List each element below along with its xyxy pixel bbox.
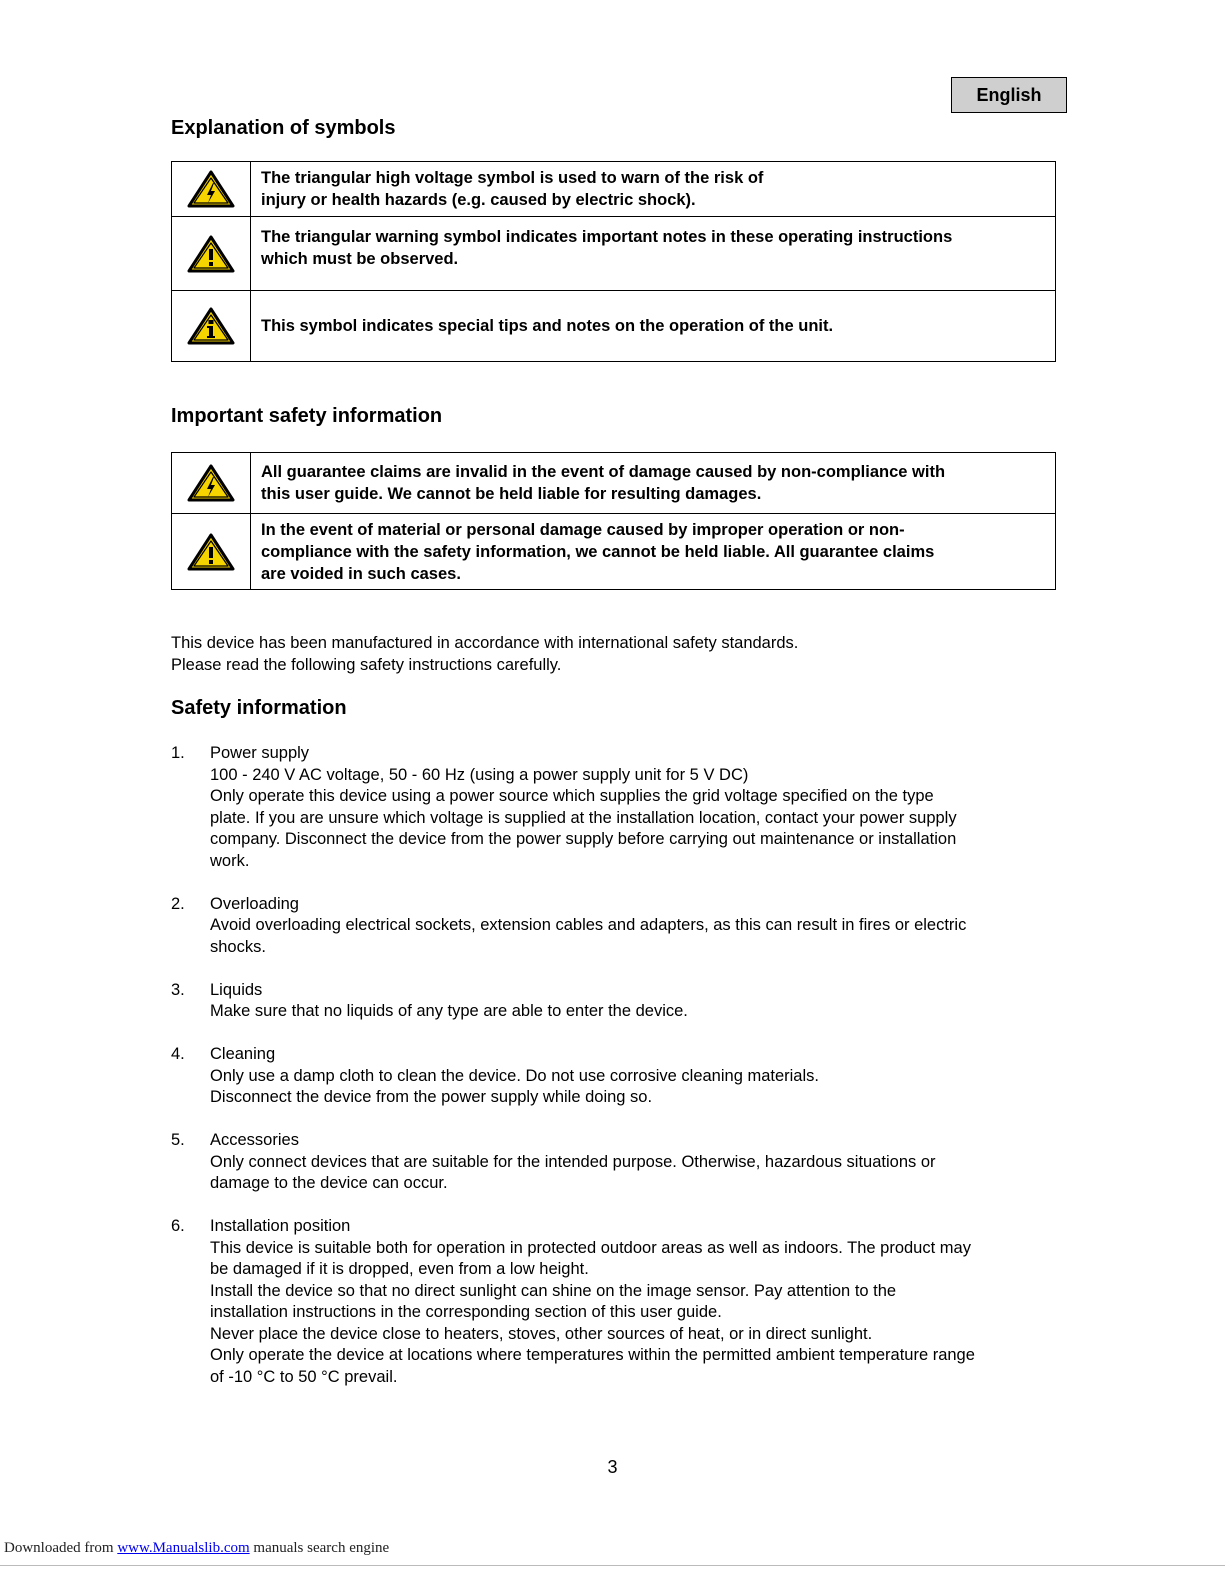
warning-exclamation-icon bbox=[186, 234, 236, 274]
list-item-heading: Cleaning bbox=[210, 1045, 276, 1063]
list-item-heading: Overloading bbox=[210, 894, 299, 913]
symbol-row bbox=[172, 217, 1056, 291]
warning-exclamation-icon bbox=[186, 532, 236, 572]
list-item-heading: Accessories bbox=[210, 1131, 299, 1149]
list-item-line: Only operate this device using a power source which supplies the grid voltage specified on the type bbox=[210, 787, 934, 805]
list-item-line: damage to the device can occur. bbox=[210, 1174, 448, 1192]
symbol-description bbox=[251, 217, 1056, 291]
list-item-heading: Liquids bbox=[210, 980, 263, 999]
safety-row bbox=[172, 453, 1056, 514]
safety-list-item bbox=[171, 980, 1086, 1023]
list-item-heading: Power supply bbox=[210, 744, 310, 762]
list-item-body bbox=[210, 1216, 1086, 1388]
list-item-line: Only use a damp cloth to clean the device. Do not use corrosive cleaning materials. bbox=[210, 1066, 819, 1085]
manualslib-link[interactable]: www.Manualslib.com bbox=[117, 1540, 250, 1556]
list-item-line: Only connect devices that are suitable for the intended purpose. Otherwise, hazardous situations or bbox=[210, 1152, 936, 1171]
safety-description bbox=[251, 514, 1056, 590]
important-safety-heading: Important safety information bbox=[171, 405, 443, 427]
list-item-body bbox=[210, 743, 1086, 872]
symbols-heading: Explanation of symbols bbox=[171, 117, 396, 139]
intro-paragraph bbox=[171, 632, 798, 676]
symbol-description bbox=[251, 291, 1056, 362]
list-item-heading: Installation position bbox=[210, 1217, 351, 1235]
list-item-line: Avoid overloading electrical sockets, extension cables and adapters, as this can result in fires or electric bbox=[210, 916, 967, 934]
text-line: this user guide. We cannot be held liable for resulting damages. bbox=[261, 485, 762, 503]
list-item-line: Make sure that no liquids of any type are able to enter the device. bbox=[210, 1002, 688, 1020]
list-item-line: Install the device so that no direct sunlight can shine on the image sensor. Pay attention to the bbox=[210, 1281, 897, 1300]
list-item-body bbox=[210, 894, 1086, 959]
safety-description bbox=[251, 453, 1056, 514]
safety-list bbox=[171, 743, 1086, 1410]
symbol-icon-cell bbox=[172, 453, 251, 514]
safety-list-item bbox=[171, 1130, 1086, 1195]
safety-list-item bbox=[171, 894, 1086, 959]
list-item-line: shocks. bbox=[210, 937, 266, 956]
list-item-body bbox=[210, 980, 1086, 1023]
safety-list-item bbox=[171, 1216, 1086, 1388]
important-safety-table bbox=[171, 452, 1056, 590]
download-footer bbox=[4, 1540, 389, 1557]
text-line: Please read the following safety instructions carefully. bbox=[171, 656, 562, 674]
page-number: 3 bbox=[607, 1457, 618, 1477]
text-line: The triangular high voltage symbol is used to warn of the risk of bbox=[261, 169, 764, 187]
list-item-line: plate. If you are unsure which voltage is supplied at the installation location, contact your power supply bbox=[210, 808, 957, 827]
text-line: This device has been manufactured in accordance with international safety standards. bbox=[171, 634, 799, 652]
symbol-row bbox=[172, 291, 1056, 362]
text-line: are voided in such cases. bbox=[261, 564, 461, 583]
list-item-number: 2. bbox=[171, 894, 185, 913]
text-line: In the event of material or personal damage caused by improper operation or non- bbox=[261, 520, 905, 539]
text-line: injury or health hazards (e.g. caused by electric shock). bbox=[261, 191, 696, 209]
high-voltage-warning-icon bbox=[186, 463, 236, 503]
text-line: which must be observed. bbox=[261, 249, 459, 268]
list-item-body bbox=[210, 1130, 1086, 1195]
text-line: This symbol indicates special tips and notes on the operation of the unit. bbox=[261, 317, 834, 335]
list-item-line: Never place the device close to heaters, stoves, other sources of heat, or in direct sunlight. bbox=[210, 1324, 873, 1343]
symbols-table bbox=[171, 161, 1056, 362]
text-line: compliance with the safety information, we cannot be held liable. All guarantee claims bbox=[261, 542, 935, 561]
safety-row bbox=[172, 514, 1056, 590]
symbol-row bbox=[172, 162, 1056, 217]
footer-prefix: Downloaded from bbox=[4, 1540, 118, 1556]
symbol-icon-cell bbox=[172, 514, 251, 590]
list-item-number: 6. bbox=[171, 1217, 185, 1235]
list-item-line: work. bbox=[210, 851, 250, 870]
list-item-line: Only operate the device at locations where temperatures within the permitted ambient temperature range bbox=[210, 1346, 975, 1364]
list-item-number: 4. bbox=[171, 1045, 185, 1063]
list-item-line: This device is suitable both for operation in protected outdoor areas as well as indoors. The product may bbox=[210, 1238, 971, 1257]
list-item-line: company. Disconnect the device from the power supply before carrying out maintenance or installation bbox=[210, 830, 957, 848]
symbol-icon-cell bbox=[172, 162, 251, 217]
bottom-divider bbox=[0, 1565, 1225, 1566]
symbol-icon-cell bbox=[172, 217, 251, 291]
list-item-number: 1. bbox=[171, 744, 185, 762]
safety-information-heading: Safety information bbox=[171, 697, 347, 719]
symbol-description bbox=[251, 162, 1056, 217]
footer-suffix: manuals search engine bbox=[249, 1540, 390, 1556]
high-voltage-warning-icon bbox=[186, 169, 236, 209]
text-line: The triangular warning symbol indicates important notes in these operating instructions bbox=[261, 227, 953, 246]
symbol-icon-cell bbox=[172, 291, 251, 362]
list-item-line: installation instructions in the corresponding section of this user guide. bbox=[210, 1303, 722, 1321]
list-item-line: be damaged if it is dropped, even from a low height. bbox=[210, 1260, 589, 1278]
list-item-number: 5. bbox=[171, 1131, 185, 1149]
list-item-line: of -10 °C to 50 °C prevail. bbox=[210, 1367, 398, 1386]
safety-list-item bbox=[171, 743, 1086, 872]
list-item-number: 3. bbox=[171, 980, 185, 999]
list-item-body bbox=[210, 1044, 1086, 1109]
info-icon bbox=[186, 306, 236, 346]
safety-list-item bbox=[171, 1044, 1086, 1109]
language-badge: English bbox=[951, 77, 1067, 113]
list-item-line: Disconnect the device from the power supply while doing so. bbox=[210, 1088, 653, 1106]
list-item-line: 100 - 240 V AC voltage, 50 - 60 Hz (using a power supply unit for 5 V DC) bbox=[210, 765, 749, 784]
text-line: All guarantee claims are invalid in the event of damage caused by non-compliance with bbox=[261, 463, 946, 481]
